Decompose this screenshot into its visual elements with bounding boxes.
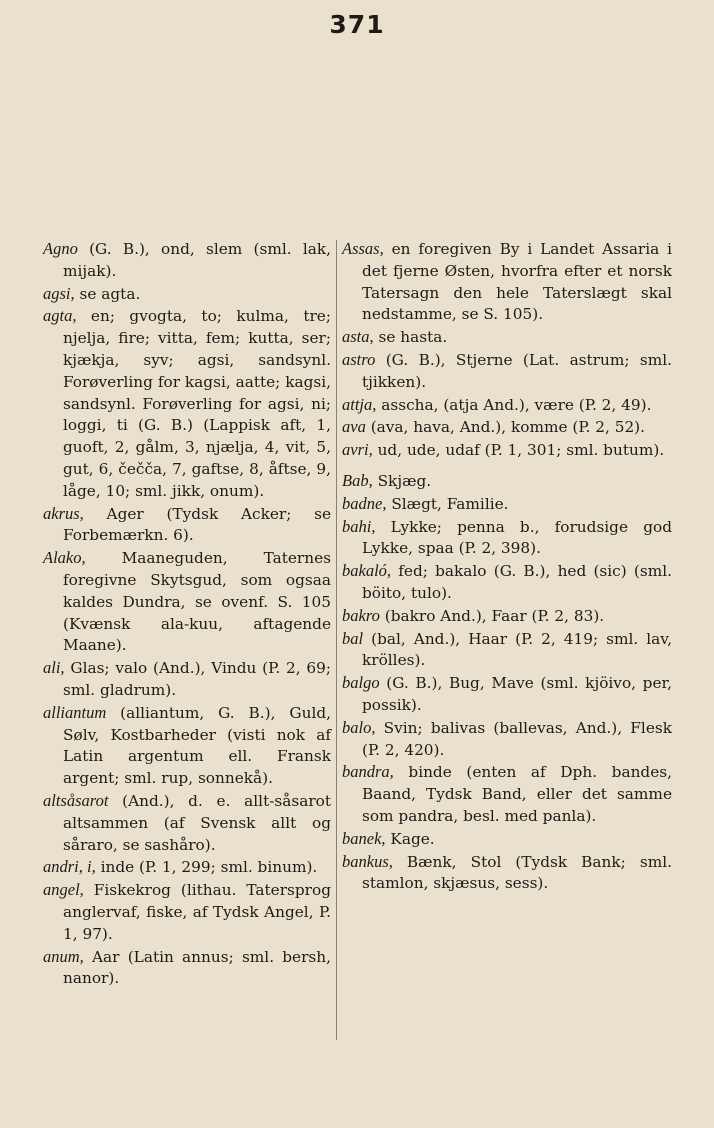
dictionary-entry [342,672,672,717]
definition: (alliantum, G. B.), Guld, Sølv, Kostbarheder (visti nok af Latin argentum ell. Fransk argent; sml. rup, sonnekå). [63,703,331,788]
definition: (G. B.), Bug, Mave (sml. kjöivo, per, possik). [362,674,672,714]
dictionary-entry [342,493,672,516]
headword: bankus, [342,851,393,871]
dictionary-entry [43,856,331,879]
headword: agta, [43,306,77,326]
column-divider [336,240,337,1040]
page-number: 371 [329,10,385,39]
definition: Bænk, Stol (Tydsk Bank; sml. stamlon, skjæsus, sess). [362,852,672,893]
headword: anum, [43,946,84,966]
dictionary-entry [43,283,331,306]
dictionary-entry [43,879,331,945]
definition: (And.), d. e. allt-såsarot altsammen (af Svensk allt og såraro, se sashåro). [63,791,331,854]
headword: Assas, [342,239,384,258]
dictionary-entry [43,946,331,991]
headword: balgo [342,673,380,693]
definition: se agta. [74,284,141,303]
definition: (G. B.), ond, slem (sml. lak, mijak). [63,240,331,280]
headword: asta, [342,327,374,347]
headword: angel, [43,880,84,900]
dictionary-entry [43,657,331,702]
definition: Skjæg. [372,471,432,490]
dictionary-entry [342,326,672,349]
dictionary-entry [342,439,672,462]
headword: ava [342,417,366,437]
headword: alliantum [43,702,107,722]
dictionary-entry [43,238,331,283]
dictionary-entry [342,828,672,851]
definition: (bakro And.), Faar (P. 2, 83). [379,606,605,625]
definition: asscha, (atja And.), være (P. 2, 49). [376,395,652,414]
definition: Glas; valo (And.), Vindu (P. 2, 69; sml. gladrum). [63,659,331,699]
dictionary-entry [342,605,672,628]
dictionary-entry [342,416,672,439]
definition: Fiskekrog (lithau. Tatersprog anglervaf, fiske, af Tydsk Angel, P. 1, 97). [63,881,331,943]
headword: attja, [342,394,377,414]
dictionary-entry [342,761,672,827]
definition: Ager (Tydsk Acker; se Forbemærkn. 6). [63,504,331,545]
headword: Alako, [43,548,86,568]
headword: bahi, [342,516,376,536]
dictionary-entry [342,238,672,326]
headword: altsåsarot [43,790,109,810]
headword: akrus, [43,503,84,523]
definition: inde (P. 1, 299; sml. binum). [95,858,318,877]
dictionary-entry [342,470,672,493]
definition: Lykke; penna b., forudsige god Lykke, spaa (P. 2, 398). [362,517,672,558]
headword: andri, i, [43,857,96,877]
definition: en; gvogta, to; kulma, tre; njelja, fire; vitta, fem; kutta, ser; kjækja, syv; agsi, sandsynl. Forøverling for kagsi, aatte; kagsi, sandsynl. Forøverling for agsi, ni; loggi, ti (G. B.) (Lappisk aft, 1, guoft, 2, gålm, 3, njælja, 4, vit, 5, gut, 6, čečča, 7, gaftse, 8, åftse, 9, låge, 10; sml. jikk, onum). [63,307,331,500]
dictionary-entry [43,547,331,657]
definition: Svin; balivas (ballevas, And.), Flesk (P. 2, 420). [362,718,672,759]
headword: Agno [43,239,78,258]
dictionary-entry [342,516,672,561]
dictionary-entry [43,702,331,790]
definition: en foregiven By i Landet Assaria i det fjerne Østen, hvorfra efter et norsk Tatersagn den hele Taterslægt skal nedstamme, se S. 105). [362,240,672,324]
headword: astro [342,349,376,369]
definition: Maaneguden, Taternes foregivne Skytsgud, som ogsaa kaldes Dundra, se ovenf. S. 105 (Kvænsk ala-kuu, aftagende Maane). [63,549,331,655]
dictionary-entry [342,628,672,673]
dictionary-entry [43,305,331,502]
definition: (ava, hava, And.), komme (P. 2, 52). [365,418,646,437]
dictionary-entry [342,394,672,417]
definition: Aar (Latin annus; sml. bersh, nanor). [63,947,331,988]
headword: agsi, [43,283,75,303]
dictionary-entry [342,349,672,394]
definition: ud, ude, udaf (P. 1, 301; sml. butum). [372,441,665,460]
headword: bandra, [342,762,394,782]
dictionary-entry [43,503,331,548]
definition: se hasta. [373,328,448,347]
headword: ali, [43,658,65,678]
headword: banek, [342,828,386,848]
headword: balo, [342,717,376,737]
definition: (G. B.), Stjerne (Lat. astrum; sml. tjikken). [362,350,672,391]
headword: bal [342,628,364,648]
dictionary-entry [43,790,331,856]
headword: bakaló, [342,561,392,581]
headword: avri, [342,440,373,460]
definition: (bal, And.), Haar (P. 2, 419; sml. lav, krölles). [362,629,672,670]
definition: Kage. [385,829,435,848]
headword: bakro [342,605,380,625]
definition: binde (enten af Dph. bandes, Baand, Tydsk Band, eller det samme som pandra, besl. med panla). [362,763,672,825]
headword: badne, [342,493,387,513]
dictionary-entry [342,851,672,896]
dictionary-entry [342,717,672,762]
headword: Bab, [342,470,373,490]
definition: Slægt, Familie. [386,494,509,513]
definition: fed; bakalo (G. B.), hed (sic) (sml. böito, tulo). [362,562,672,602]
dictionary-entry [342,560,672,605]
left-column [43,238,331,990]
right-column [342,238,672,895]
